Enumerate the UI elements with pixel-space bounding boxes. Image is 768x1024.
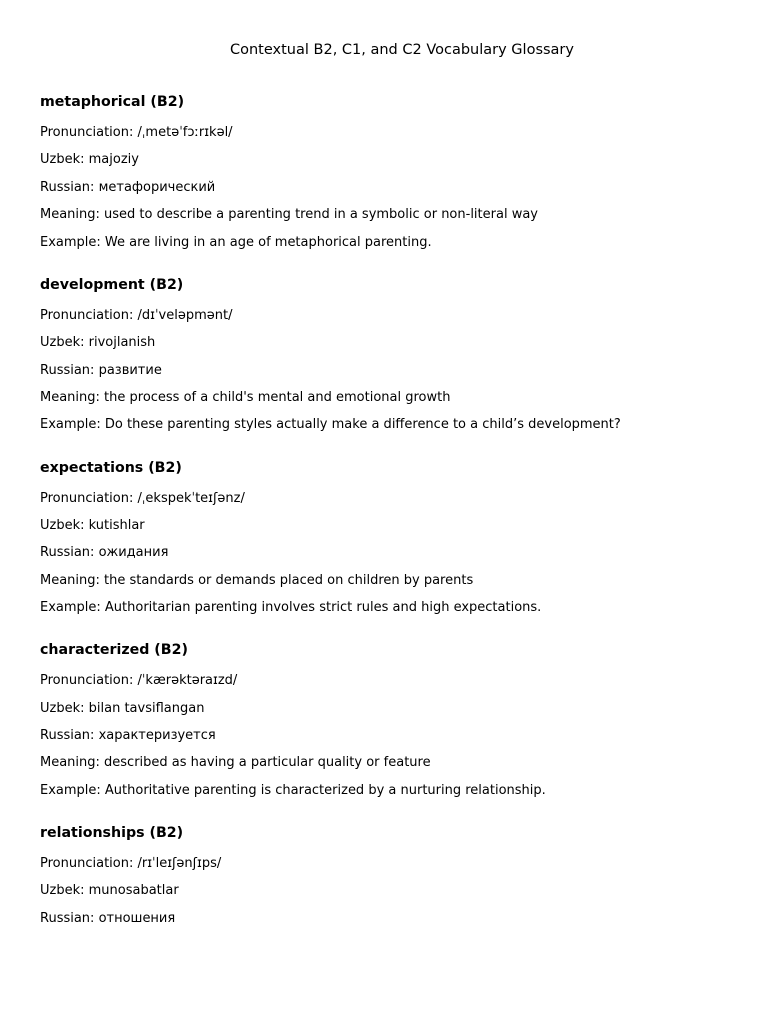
entry-example: Example: Authoritarian parenting involves strict rules and high expectations. <box>40 600 542 616</box>
entry-pronunciation: Pronunciation: /dɪˈveləpmənt/ <box>40 307 233 323</box>
entry-heading: relationships (B2) <box>40 825 184 841</box>
entry-uzbek: Uzbek: kutishlar <box>40 517 145 533</box>
entry-pronunciation: Pronunciation: /ˌekspekˈteɪʃənz/ <box>40 490 245 506</box>
glossary-entry-metaphorical <box>40 92 740 275</box>
entry-russian: Russian: отношения <box>40 910 176 926</box>
glossary-entry-development <box>40 275 740 458</box>
entry-heading: characterized (B2) <box>40 642 188 659</box>
entry-uzbek: Uzbek: majoziy <box>40 152 139 168</box>
entry-meaning: Meaning: used to describe a parenting trend in a symbolic or non-literal way <box>40 207 538 223</box>
entry-uzbek: Uzbek: bilan tavsiflangan <box>40 700 205 716</box>
document-title: Contextual B2, C1, and C2 Vocabulary Glossary <box>230 42 574 58</box>
entry-pronunciation: Pronunciation: /rɪˈleɪʃənʃɪps/ <box>40 856 222 871</box>
glossary-entry-characterized <box>40 640 740 823</box>
entry-heading: development (B2) <box>40 276 184 293</box>
entry-pronunciation: Pronunciation: /ˌmetəˈfɔːrɪkəl/ <box>40 125 233 140</box>
glossary-entry-relationships <box>40 823 740 1006</box>
glossary-entries <box>40 92 740 1006</box>
entry-meaning: Meaning: the process of a child's mental and emotional growth <box>40 389 451 405</box>
entry-russian: Russian: метафорический <box>40 179 216 195</box>
entry-uzbek: Uzbek: munosabatlar <box>40 883 179 899</box>
glossary-entry-expectations <box>40 458 740 641</box>
entry-russian: Russian: ожидания <box>40 545 169 561</box>
entry-russian: Russian: развитие <box>40 362 162 378</box>
entry-uzbek: Uzbek: rivojlanish <box>40 335 156 351</box>
entry-pronunciation: Pronunciation: /ˈkærəktəraɪzd/ <box>40 673 238 689</box>
entry-example: Example: We are living in an age of metaphorical parenting. <box>40 234 432 250</box>
entry-heading: metaphorical (B2) <box>40 94 185 110</box>
entry-heading: expectations (B2) <box>40 459 182 476</box>
entry-meaning: Meaning: the standards or demands placed on children by parents <box>40 572 474 588</box>
entry-example: Example: Authoritative parenting is characterized by a nurturing relationship. <box>40 782 546 798</box>
entry-meaning: Meaning: described as having a particular quality or feature <box>40 755 431 771</box>
entry-russian: Russian: характеризуется <box>40 728 216 744</box>
entry-example: Example: Do these parenting styles actually make a difference to a child’s development? <box>40 417 621 433</box>
